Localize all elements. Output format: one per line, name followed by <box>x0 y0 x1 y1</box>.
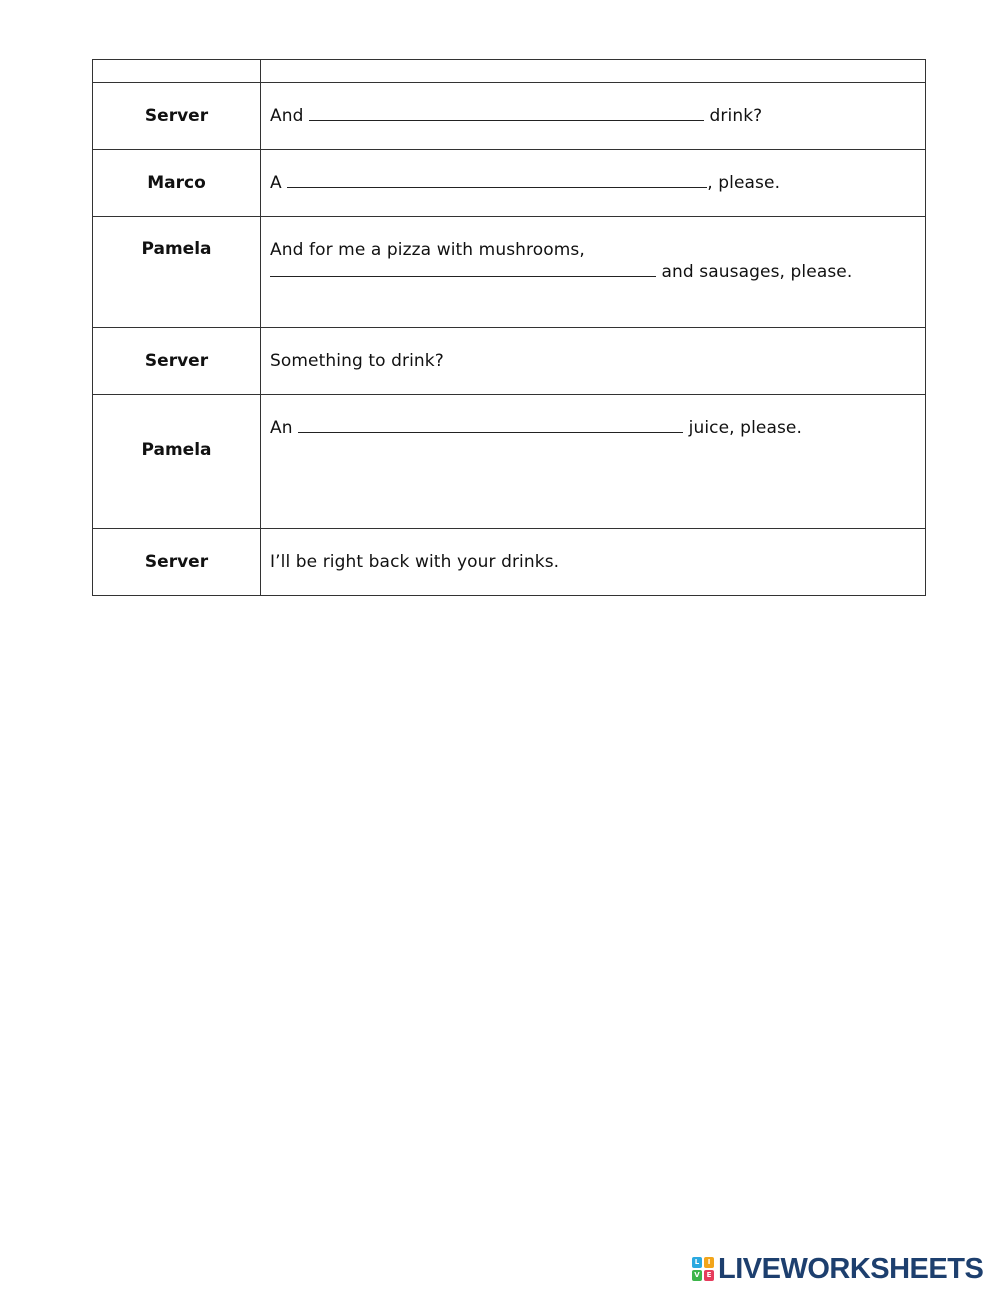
speaker-name: Marco <box>93 150 261 217</box>
line-text-before: And <box>270 106 304 126</box>
line-text-before: I’ll be right back with your drinks. <box>270 552 560 572</box>
dialogue-line <box>261 83 926 150</box>
dialogue-line <box>261 328 926 395</box>
dialogue-line <box>261 217 926 328</box>
answer-blank[interactable] <box>298 418 683 433</box>
line-text-before: And for me a pizza with mushrooms, <box>270 240 585 260</box>
line-text-after: drink? <box>709 106 763 126</box>
table-row <box>93 395 926 529</box>
speaker-name: Server <box>93 529 261 596</box>
dialogue-line <box>261 529 926 596</box>
dialogue-line <box>261 395 926 529</box>
table-row <box>93 217 926 328</box>
table-row <box>93 83 926 150</box>
speaker-name: Pamela <box>93 217 261 328</box>
logo-mark-icon <box>692 1257 714 1281</box>
answer-blank[interactable] <box>309 106 704 121</box>
line-text-after: juice, please. <box>688 418 802 438</box>
line-text-after: and sausages, please. <box>661 262 853 282</box>
speaker-cell <box>93 60 261 83</box>
line-text-before: A <box>270 173 282 193</box>
logo-square: L <box>692 1257 702 1268</box>
speaker-name: Pamela <box>93 395 261 529</box>
answer-blank[interactable] <box>287 173 707 188</box>
dialogue-table <box>92 59 926 596</box>
speaker-name: Server <box>93 83 261 150</box>
answer-blank[interactable] <box>270 262 656 277</box>
speaker-name: Server <box>93 328 261 395</box>
logo-text: LIVEWORKSHEETS <box>718 1252 984 1285</box>
line-cell <box>261 60 926 83</box>
logo-square: E <box>704 1270 714 1281</box>
table-row <box>93 529 926 596</box>
table-row <box>93 60 926 83</box>
table-row <box>93 150 926 217</box>
line-text-after: , please. <box>707 173 781 193</box>
line-text-before: Something to drink? <box>270 351 444 371</box>
logo-square: V <box>692 1270 702 1281</box>
liveworksheets-logo <box>692 1252 984 1285</box>
line-continuation <box>270 261 925 283</box>
table-row <box>93 328 926 395</box>
line-text-before: An <box>270 418 293 438</box>
logo-square: I <box>704 1257 714 1268</box>
dialogue-line <box>261 150 926 217</box>
